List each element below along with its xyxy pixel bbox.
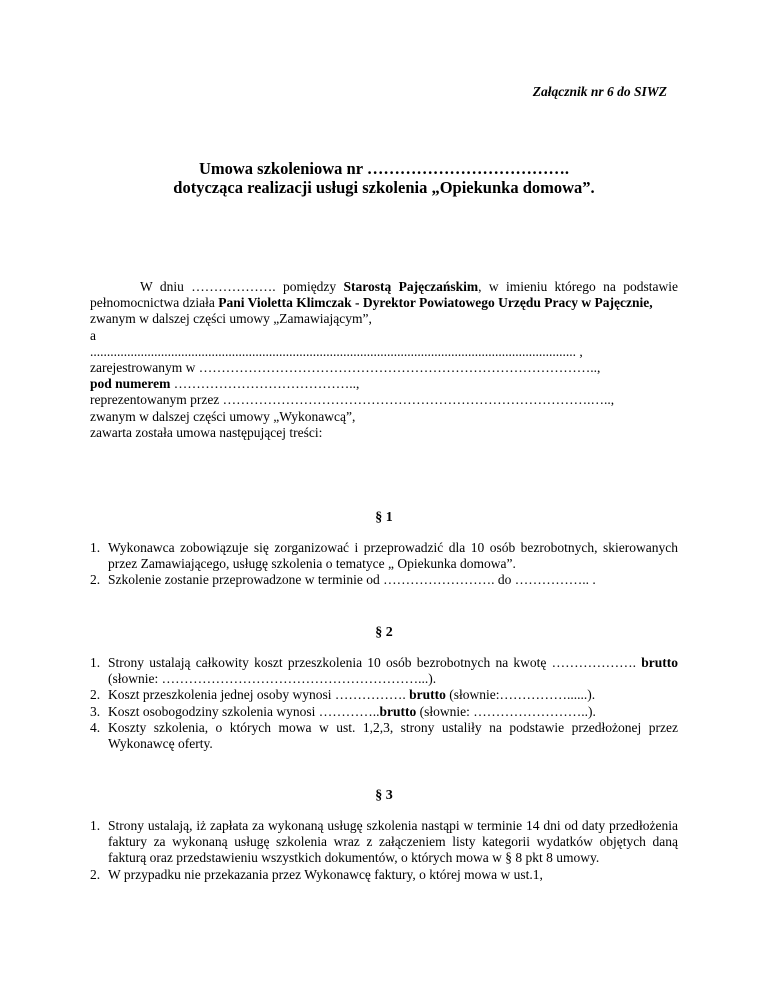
list-item: 4. Koszty szkolenia, o których mowa w ust. 1,2,3, strony ustaliły na podstawie przedłożonej przez Wykonawcę oferty.	[90, 719, 678, 752]
section-1-body	[90, 540, 678, 589]
intro-line-dots: ................................................................................................................................................ ,	[90, 343, 583, 359]
intro-text-c: , w imieniu którego na podstawie pełnomocnictwa działa	[90, 279, 678, 311]
list-item: 2. W przypadku nie przekazania przez Wykonawcę faktury, o której mowa w ust.1,	[90, 866, 543, 882]
section-2-heading: § 2	[375, 625, 393, 640]
intro-paragraph	[90, 279, 678, 311]
title-line-1: Umowa szkoleniowa nr ……………………………….	[198, 159, 570, 178]
list-item: 2. Szkolenie zostanie przeprowadzone w terminie od ……………………. do …………….. .	[90, 572, 596, 588]
intro-line-number	[90, 376, 678, 392]
number-dots: …………………………………..,	[170, 376, 360, 392]
list-item: 1. Strony ustalają, iż zapłata za wykonaną usługę szkolenia nastąpi w terminie 14 dni od daty przedłożenia faktury za wykonaną usługę szkolenia wraz z załączeniem listy kategorii wydatków objętych daną fakturą oraz przedstawieniu wszystkich dokumentów, o których mowa w § 8 pkt 8 umowy.	[90, 818, 678, 866]
intro-line-a: a	[90, 327, 96, 343]
intro-line-zamawiajacy: zwanym w dalszej części umowy „Zamawiającym”,	[90, 311, 372, 327]
section-3-body	[90, 818, 678, 883]
intro-line-wykonawca: zwanym w dalszej części umowy „Wykonawcą”,	[90, 408, 356, 424]
section-2-body	[90, 655, 678, 752]
intro-line-represented: reprezentowanym przez ……………………………………………………………………….…..,	[90, 392, 615, 408]
list-item: 3. Koszt osobogodziny szkolenia wynosi …………..brutto (słownie: ……………………..).	[90, 703, 596, 719]
intro-line-registered: zarejestrowanym w ……………………………………………………………………………..,	[90, 360, 601, 376]
party-name: Starostą Pajęczańskim	[343, 279, 479, 294]
title-line-2: dotycząca realizacji usługi szkolenia „Opiekunka domowa”.	[173, 178, 595, 197]
number-label: pod numerem	[90, 376, 171, 392]
intro-line-concluded: zawarta została umowa następującej treści:	[90, 424, 323, 440]
intro-section	[90, 279, 678, 441]
section-3-heading: § 3	[375, 788, 393, 803]
section-1-heading: § 1	[375, 510, 393, 525]
list-item: 2. Koszt przeszkolenia jednej osoby wynosi ……………. brutto (słownie:……………......).	[90, 687, 596, 703]
list-item: 1. Strony ustalają całkowity koszt przeszkolenia 10 osób bezrobotnych na kwotę ………………. brutto (słownie: …………………………………………………...).	[90, 655, 678, 687]
annex-label: Załącznik nr 6 do SIWZ	[532, 84, 667, 99]
intro-text-a: W dniu ………………. pomiędzy	[140, 279, 344, 294]
representative-name: Pani Violetta Klimczak - Dyrektor Powiatowego Urzędu Pracy w Pajęcznie,	[218, 295, 653, 311]
document-title	[90, 159, 678, 197]
list-item: 1. Wykonawca zobowiązuje się zorganizować i przeprowadzić dla 10 osób bezrobotnych, skierowanych przez Zamawiającego, usługę szkolenia o tematyce „ Opiekunka domowa”.	[90, 540, 678, 572]
